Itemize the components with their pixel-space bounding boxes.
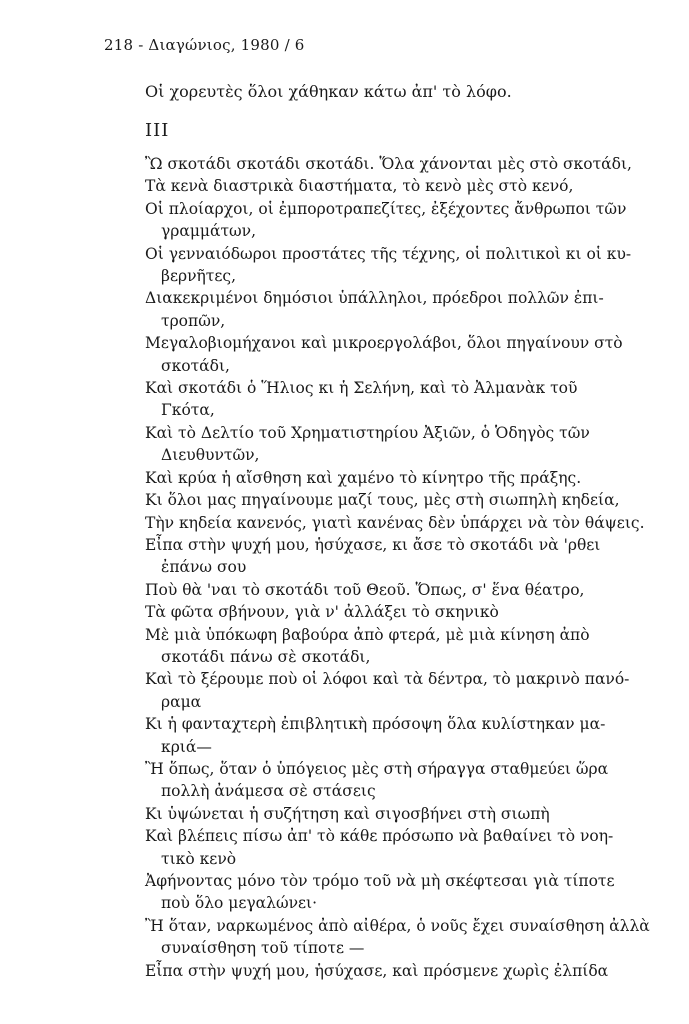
poem-line: Ποὺ θὰ 'ναι τὸ σκοτάδι τοῦ Θεοῦ. Ὅπως, σ' ἕνα θέατρο, [145, 580, 585, 599]
poem-line-continuation: ποὺ ὅλο μεγαλώνει· [161, 894, 318, 913]
poem-line: Καὶ τὸ Δελτίο τοῦ Χρηματιστηρίου Ἀξιῶν, ὁ Ὁδηγὸς τῶν [145, 423, 590, 442]
poem-line: Καὶ τὸ ξέρουμε ποὺ οἱ λόφοι καὶ τὰ δέντρα, τὸ μακρινὸ πανό- [145, 670, 630, 689]
section-title: III [145, 120, 170, 141]
poem-line-continuation: κριά— [161, 737, 212, 756]
poem-line: Εἶπα στὴν ψυχή μου, ἡσύχασε, καὶ πρόσμενε χωρὶς ἐλπίδα [145, 961, 609, 980]
poem-line-continuation: γραμμάτων, [161, 222, 257, 241]
poem-line: Κι ὅλοι μας πηγαίνουμε μαζί τους, μὲς στὴ σιωπηλὴ κηδεία, [145, 491, 620, 510]
poem-line: Οἱ πλοίαρχοι, οἱ ἐμποροτραπεζίτες, ἐξέχοντες ἄνθρωποι τῶν [145, 199, 627, 218]
poem-line: Διακεκριμένοι δημόσιοι ὑπάλληλοι, πρόεδροι πολλῶν ἐπι- [145, 289, 604, 308]
poem-line: Εἶπα στὴν ψυχή μου, ἡσύχασε, κι ἄσε τὸ σκοτάδι νὰ 'ρθει [145, 535, 601, 554]
poem-line-continuation: βερνῆτες, [161, 267, 237, 286]
poem-line: Κι ὑψώνεται ἡ συζήτηση καὶ σιγοσβήνει στὴ σιωπὴ [145, 804, 550, 823]
poem-line: Ὢ σκοτάδι σκοτάδι σκοτάδι. Ὅλα χάνονται μὲς στὸ σκοτάδι, [145, 155, 632, 173]
running-head: 218 - Διαγώνιος, 1980 / 6 [104, 36, 305, 54]
intro-verse-line: Οἱ χορευτὲς ὅλοι χάθηκαν κάτω ἀπ' τὸ λόφο. [145, 82, 512, 101]
poem-line: Μὲ μιὰ ὑπόκωφη βαβούρα ἀπὸ φτερά, μὲ μιὰ κίνηση ἀπὸ [145, 625, 590, 644]
poem-line: Καὶ σκοτάδι ὁ Ἥλιος κι ἡ Σελήνη, καὶ τὸ Ἀλμανὰκ τοῦ [145, 379, 578, 398]
poem-line-continuation: ραμα [161, 692, 202, 711]
poem-line: Τὰ κενὰ διαστρικὰ διαστήματα, τὸ κενὸ μὲς στὸ κενό, [145, 177, 574, 196]
poem-line: Τὴν κηδεία κανενός, γιατὶ κανένας δὲν ὑπάρχει νὰ τὸν θάψεις. [145, 513, 645, 532]
poem-line-continuation: ἐπάνω σου [161, 558, 247, 577]
poem-line: Ἀφήνοντας μόνο τὸν τρόμο τοῦ νὰ μὴ σκέφτεσαι γιὰ τίποτε [145, 872, 615, 890]
poem-line-continuation: σκοτάδι, [161, 356, 230, 375]
poem-line: Τὰ φῶτα σβήνουν, γιὰ ν' ἀλλάξει τὸ σκηνικὸ [145, 603, 499, 622]
poem-line-continuation: Διευθυντῶν, [161, 446, 260, 465]
poem-line-continuation: πολλὴ ἀνάμεσα σὲ στάσεις [161, 782, 376, 801]
poem-line: Οἱ γενναιόδωροι προστάτες τῆς τέχνης, οἱ πολιτικοὶ κι οἱ κυ- [145, 244, 632, 263]
poem-line: Καὶ βλέπεις πίσω ἀπ' τὸ κάθε πρόσωπο νὰ βαθαίνει τὸ νοη- [145, 827, 614, 846]
poem-line: Ἢ ὅπως, ὅταν ὁ ὑπόγειος μὲς στὴ σήραγγα σταθμεύει ὥρα [145, 759, 609, 778]
poem-line: Κι ἡ φανταχτερὴ ἐπιβλητικὴ πρόσοψη ὅλα κυλίστηκαν μα- [145, 715, 606, 734]
poem-line-continuation: τικὸ κενὸ [161, 849, 237, 868]
poem-line: Μεγαλοβιομήχανοι καὶ μικροεργολάβοι, ὅλοι πηγαίνουν στὸ [145, 334, 623, 353]
poem-line-continuation: τροπῶν, [161, 311, 226, 330]
poem-line-continuation: συναίσθηση τοῦ τίποτε — [161, 939, 365, 958]
poem-body [145, 153, 650, 982]
poem-line-continuation: σκοτάδι πάνω σὲ σκοτάδι, [161, 647, 371, 666]
poem-line-continuation: Γκότα, [161, 401, 215, 420]
poem-line: Ἢ ὅταν, ναρκωμένος ἀπὸ αἰθέρα, ὁ νοῦς ἔχει συναίσθηση ἀλλὰ [145, 916, 650, 935]
poem-line: Καὶ κρύα ἡ αἴσθηση καὶ χαμένο τὸ κίνητρο τῆς πράξης. [145, 468, 582, 487]
